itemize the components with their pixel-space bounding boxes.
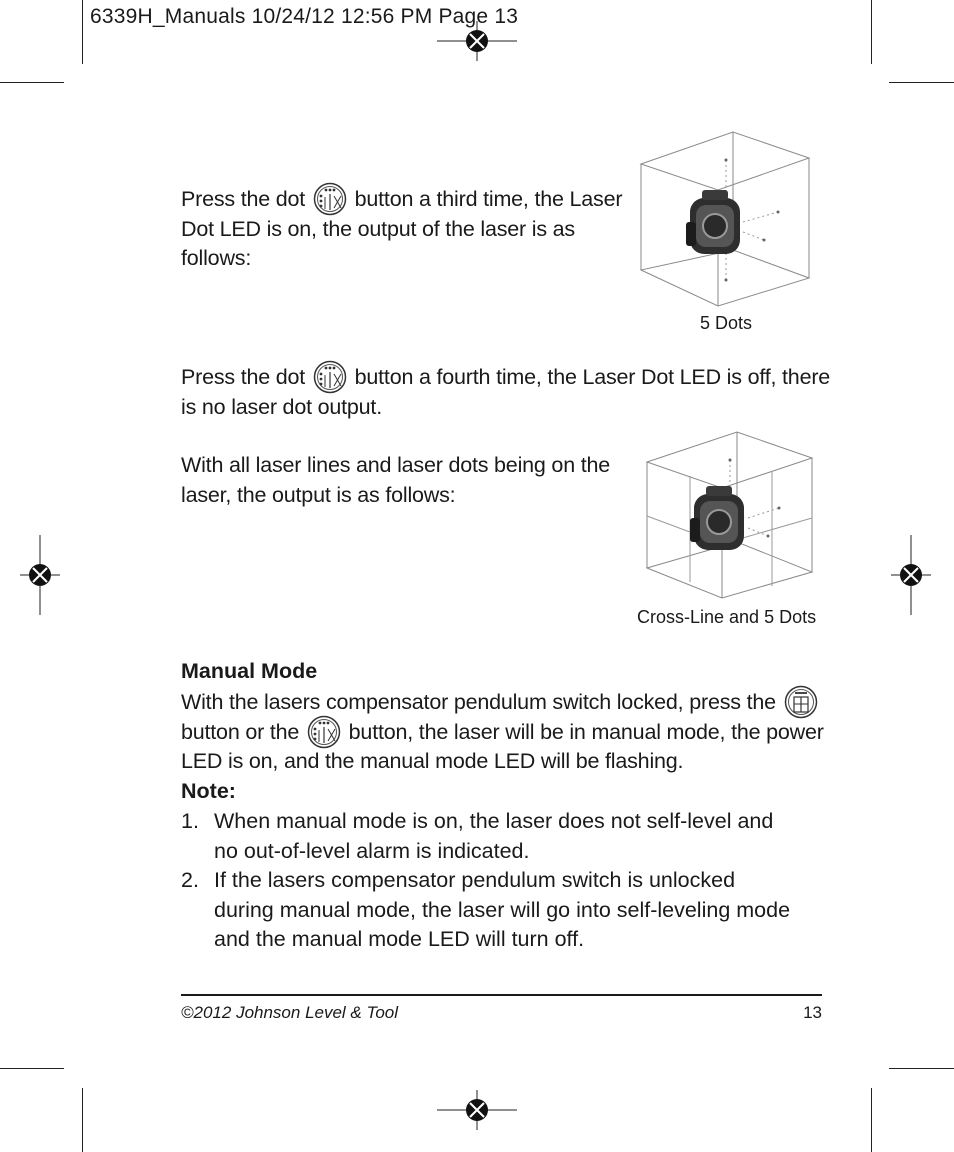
text-fragment: button a third time, the Laser [348,187,623,211]
text-line [181,718,831,748]
laser-level-device-icon [690,486,744,550]
laser-level-device-icon [686,190,740,254]
text-fragment: With the lasers compensator pendulum switch locked, press the [181,690,782,714]
text-line: With all laser lines and laser dots being on the [181,453,611,477]
note-text: When manual mode is on, the laser does not self-level and no out-of-level alarm is indicated. [214,809,774,863]
note-text: If the lasers compensator pendulum switch is unlocked during manual mode, the laser will go into self-leveling mode and the manual mode LED will turn off. [214,868,791,951]
laser-cross-line-5-dots-figure [644,430,816,600]
text-line [181,688,831,718]
text-fragment: button a fourth time, the Laser Dot LED is off, there [348,365,831,389]
paragraph-dot-fourth-press [181,363,831,422]
section-heading-manual-mode: Manual Mode [181,659,318,683]
crop-mark [82,1088,83,1152]
note-list-item [181,866,821,955]
note-list-item [181,807,821,866]
note-number: 1. [181,809,199,833]
laser-5-dots-figure [638,130,812,308]
registration-mark-icon [891,535,931,615]
dot-button-icon [313,360,347,394]
crop-mark [871,1088,872,1152]
text-fragment: button, the laser will be in manual mode, the power [342,719,824,744]
crop-mark [889,1068,954,1069]
text-fragment: Press the dot [181,187,311,211]
figure-caption-5-dots: 5 Dots [700,313,753,333]
note-number: 2. [181,868,199,892]
page-number: 13 [803,1003,822,1022]
text-fragment: Press the dot [181,365,311,389]
text-line: follows: [181,246,252,270]
paragraph-dot-third-press [181,185,621,274]
registration-mark-icon [20,535,60,615]
crop-mark [0,82,64,83]
text-line: LED is on, and the manual mode LED will be flashing. [181,749,684,773]
text-line: is no laser dot output. [181,394,382,419]
note-heading: Note: [181,779,236,803]
dot-button-icon [307,715,341,749]
text-line [181,363,831,393]
crop-mark [0,1068,64,1069]
crop-mark [871,0,872,64]
registration-mark-icon [437,21,517,61]
dot-button-icon [313,182,347,216]
paragraph-all-lasers-on [181,451,621,510]
crop-mark [82,0,83,64]
printer-slug: 6339H_Manuals 10/24/12 12:56 PM Page 13 [90,5,519,28]
text-line [181,185,621,215]
text-line: Dot LED is on, the output of the laser is as [181,216,575,241]
figure-caption-cross-line-5-dots: Cross-Line and 5 Dots [637,607,817,627]
footer-divider [181,994,822,996]
footer-copyright: ©2012 Johnson Level & Tool [181,1003,398,1022]
text-line: laser, the output is as follows: [181,482,456,507]
crop-mark [889,82,954,83]
paragraph-manual-mode [181,688,831,777]
registration-mark-icon [437,1090,517,1130]
line-button-icon [784,685,818,719]
text-fragment: button or the [181,719,305,744]
